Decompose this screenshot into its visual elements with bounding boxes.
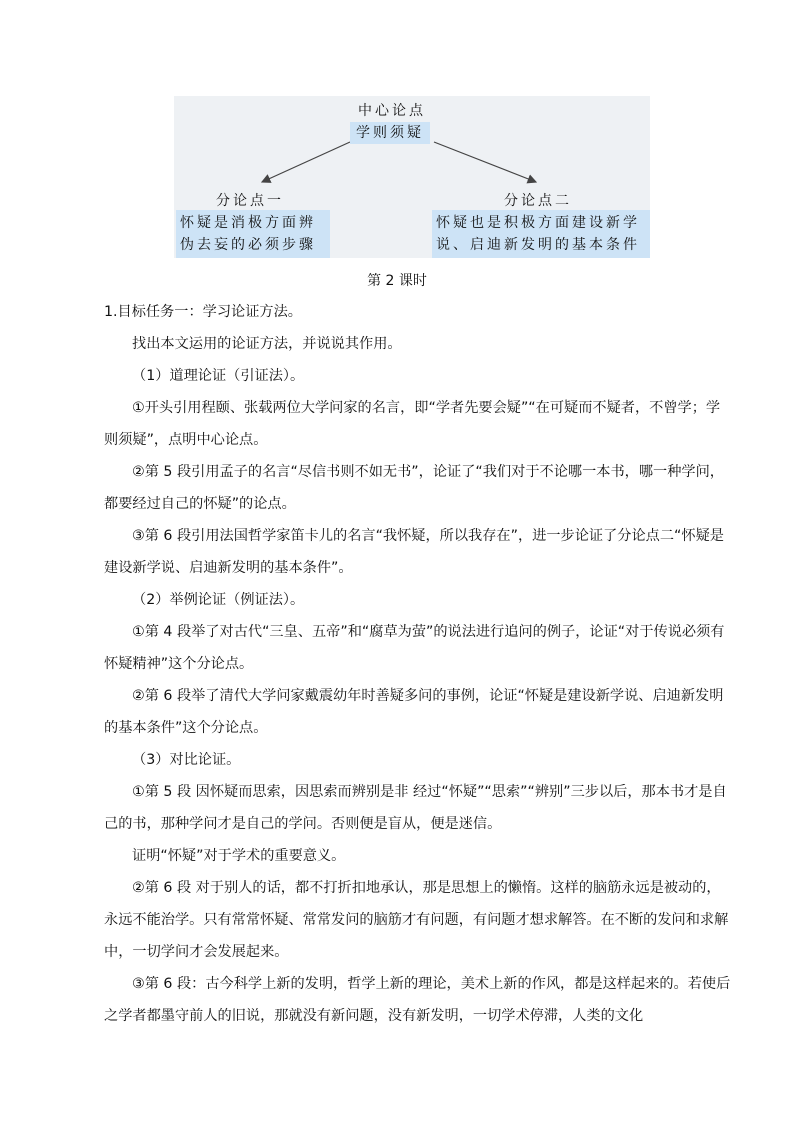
paragraph: ③第 6 段引用法国哲学家笛卡儿的名言“我怀疑，所以我存在”，进一步论证了分论点二“怀疑是建设新学说、启迪新发明的基本条件”。 (104, 528, 724, 576)
paragraph: ②第 6 段举了清代大学问家戴震幼年时善疑多问的事例，论证“怀疑是建设新学说、启迪新发明的基本条件”这个分论点。 (104, 688, 724, 736)
sub-point-one-label: 分论点一 (216, 193, 284, 209)
center-point-box: 学则须疑 (350, 122, 430, 144)
section-heading: （2）举例论证（例证法）。 (132, 592, 305, 608)
task-heading: 1.目标任务一：学习论证方法。 (104, 304, 302, 320)
sub-point-two-label: 分论点二 (504, 193, 572, 209)
paragraph: ②第 5 段引用孟子的名言“尽信书则不如无书”，论证了“我们对于不论哪一本书，哪一种学问，都要经过自己的怀疑”的论点。 (104, 464, 724, 512)
paragraph: ①第 5 段 因怀疑而思索，因思索而辨别是非 经过“怀疑”“思索”“辨别”三步以后，那本书才是自己的书，那种学问才是自己的学问。否则便是盲从，便是迷信。 (104, 784, 727, 832)
paragraph: ②第 6 段 对于别人的话，都不打折扣地承认，那是思想上的懒惰。这样的脑筋永远是被动的，永远不能治学。只有常常怀疑、常常发问的脑筋才有问题，有问题才想求解答。在不断的发问和求解中，一切学问才会发展起来。 (104, 880, 729, 960)
sub-point-one-box: 怀疑是消极方面辨伪去妄的必须步骤 (176, 210, 330, 258)
paragraph: ①开头引用程颐、张载两位大学问家的名言，即“学者先要会疑”“在可疑而不疑者，不曾学；学则须疑”，点明中心论点。 (104, 400, 721, 448)
paragraph: 找出本文运用的论证方法，并说说其作用。 (132, 336, 402, 352)
paragraph: ①第 4 段举了对古代“三皇、五帝”和“腐草为萤”的说法进行追问的例子，论证“对于传说必须有怀疑精神”这个分论点。 (104, 624, 725, 672)
section-heading: （1）道理论证（引证法）。 (132, 368, 305, 384)
arrow-right (434, 142, 536, 182)
lesson-content (104, 296, 734, 1032)
center-point-label: 中心论点 (358, 103, 426, 119)
paragraph: 证明“怀疑”对于学术的重要意义。 (132, 848, 346, 864)
argument-diagram (174, 96, 650, 258)
paragraph: ③第 6 段：古今科学上新的发明，哲学上新的理论，美术上新的作风，都是这样起来的。若使后之学者都墨守前人的旧说，那就没有新问题，没有新发明，一切学术停滞，人类的文化 (104, 976, 731, 1024)
lesson-title: 第 2 课时 (367, 273, 427, 289)
sub-point-two-box: 怀疑也是积极方面建设新学说、启迪新发明的基本条件 (432, 210, 650, 258)
arrow-left (262, 142, 350, 182)
section-heading: （3）对比论证。 (132, 752, 241, 768)
